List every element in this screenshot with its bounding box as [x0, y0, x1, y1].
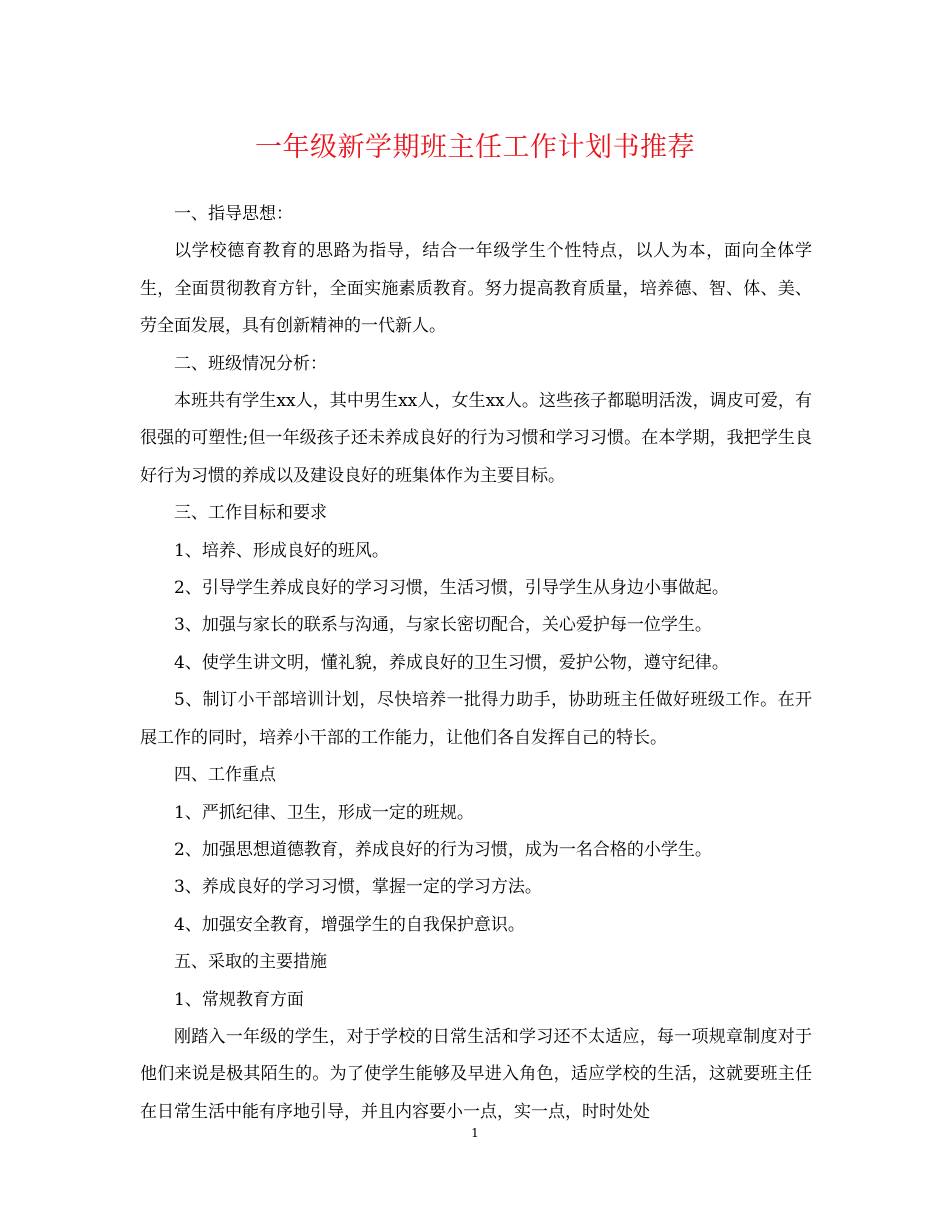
section-heading-goals: 三、工作目标和要求 [174, 503, 327, 524]
paragraph-routine-education: 刚踏入一年级的学生，对于学校的日常生活和学习还不太适应，每一项规章制度对于他们来说是极其陌生的。为了使学生能够及早进入角色，适应学校的生活，这就要班主任在日常生活中能有序地引导，并且内容要小一点，实一点，时时处处 [140, 1026, 812, 1122]
document-body [140, 196, 812, 1131]
list-item-focus-1: 1、严抓纪律、卫生，形成一定的班规。 [174, 802, 474, 823]
section-heading-guiding-ideology: 一、指导思想： [174, 204, 293, 224]
section-heading-focus: 四、工作重点 [174, 765, 276, 786]
list-item-focus-4: 4、加强安全教育，增强学生的自我保护意识。 [174, 914, 525, 935]
section-heading-class-analysis: 二、班级情况分析： [174, 353, 327, 374]
paragraph-class-analysis: 本班共有学生xx人，其中男生xx人，女生xx人。这些孩子都聪明活泼，调皮可爱，有很强的可塑性;但一年级孩子还未养成良好的行为习惯和学习习惯。在本学期，我把学生良好行为习惯的养成以及建设良好的班集体作为主要目标。 [140, 391, 812, 486]
document-title: 一年级新学期班主任工作计划书推荐 [255, 132, 695, 163]
list-item-goal-1: 1、培养、形成良好的班风。 [174, 540, 389, 561]
subheading-routine-education: 1、常规教育方面 [174, 989, 304, 1010]
paragraph-guiding-ideology: 以学校德育教育的思路为指导，结合一年级学生个性特点，以人为本，面向全体学生，全面贯彻教育方针，全面实施素质教育。努力提高教育质量，培养德、智、体、美、劳全面发展，具有创新精神的一代新人。 [140, 241, 812, 337]
list-item-focus-2: 2、加强思想道德教育，养成良好的行为习惯，成为一名合格的小学生。 [174, 839, 712, 860]
list-item-goal-2: 2、引导学生养成良好的学习习惯，生活习惯，引导学生从身边小事做起。 [174, 578, 729, 599]
page-number: 1 [471, 1126, 479, 1140]
list-item-goal-3: 3、加强与家长的联系与沟通，与家长密切配合，关心爱护每一位学生。 [174, 615, 712, 636]
list-item-goal-4: 4、使学生讲文明，懂礼貌，养成良好的卫生习惯，爱护公物，遵守纪律。 [174, 652, 729, 673]
section-heading-measures: 五、采取的主要措施 [174, 952, 327, 973]
list-item-focus-3: 3、养成良好的学习习惯，掌握一定的学习方法。 [174, 877, 542, 898]
list-item-goal-5: 5、制订小干部培训计划，尽快培养一批得力助手，协助班主任做好班级工作。在开展工作的同时，培养小干部的工作能力，让他们各自发挥自己的特长。 [140, 690, 812, 748]
